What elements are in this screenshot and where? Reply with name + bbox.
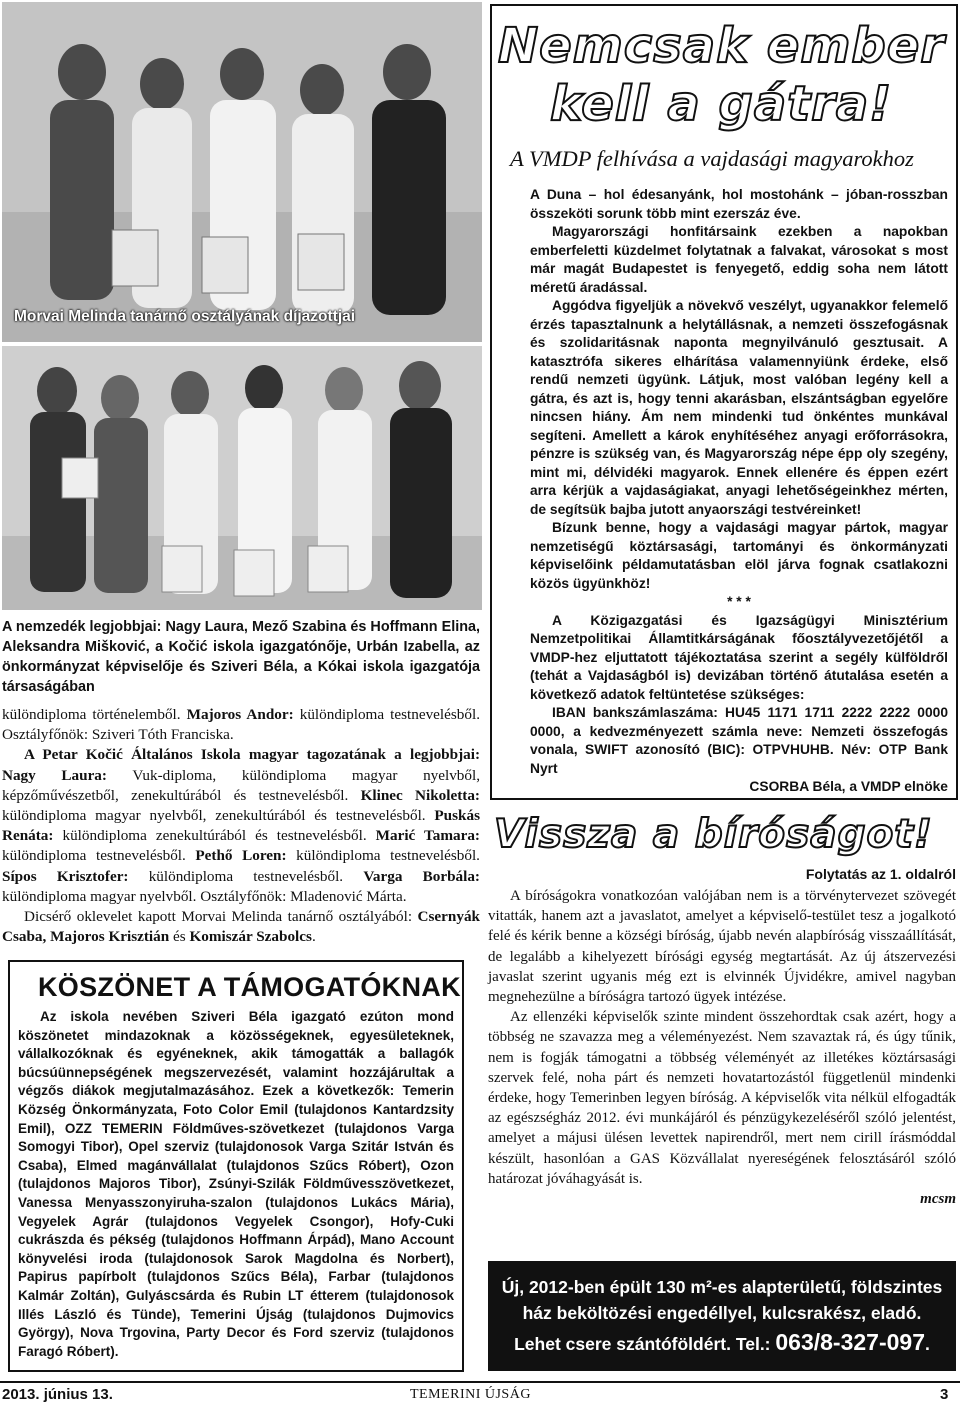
ad-line-1: Új, 2012-ben épült 130 m²-es alapterületű, földszintes [501, 1277, 943, 1297]
vmdp-body [530, 186, 948, 797]
photo-class-awardees [2, 2, 482, 342]
text-span: különdiploma testnevelésből. [2, 847, 196, 865]
photo-bottom-caption: A nemzedék legjobbjai: Nagy Laura, Mező Szabina és Hoffmann Elina, Aleksandra Mišković, a Kočić iskola igazgatónője, Urbán Izabella, az önkormányzat képviselője és Sziveri Béla, a Kókai iskola igazgatója társaságában [2, 619, 480, 695]
text-span: különdiploma magyar nyelvből. Osztályfőnök: Mladenović Márta. [2, 887, 407, 905]
court-p2: Az ellenzéki képviselők szinte mindent összehordtak csak azért, hogy a többség ne szavazza meg a véleményezést. Nem szavaztak rá, és úgy tűnik, nem is fogják támogatni a többség véleményét az illetékes köztársasági szervek felé, noha párt és nemzeti hovatartozástól függetlenül mindenki érdeke, hogy Temerinben legyen bíróság. A képviselők vita nélkül elfogadták az egészségház 2012. évi munkájáról és pénzügykezeléséről szóló jelentést, amelyet a májusi ülésen levettek napirendről, mert nem cirill írásmóddal készült, hasonlóan a GAS Közvállalat nyereségének felosztásáról szóló határozat jóváhagyását is. [488, 1009, 956, 1187]
vmdp-subtitle: A VMDP felhívása a vajdasági magyarokhoz [510, 146, 914, 171]
name-span: Csernyák Csaba, Majoros Krisztián [2, 908, 480, 946]
photo-caption: Morvai Melinda tanárnő osztályának díjazottjai [14, 308, 356, 325]
thanks-box [8, 960, 464, 1372]
footer-rule [0, 1381, 960, 1383]
vmdp-p1: A Duna – hol édesanyánk, hol mostohánk – jóban-rosszban összeköti sorunk több mint ezerszáz éve. [530, 187, 948, 221]
ad-line-3 [488, 1329, 956, 1356]
vmdp-headline-line2: kell a gátra! [550, 76, 893, 132]
ad-text: Lehet csere szántóföldért. Tel.: [514, 1334, 776, 1354]
text-span: különdiploma zenekultúrából és testnevelésből. [53, 827, 376, 845]
footer-page-number: 3 [940, 1386, 949, 1403]
name-span: Varga Borbála: [363, 867, 480, 885]
vmdp-stars: * * * [727, 594, 751, 609]
vmdp-box [490, 4, 958, 800]
name-span: Marić Tamara: [375, 827, 480, 845]
text-span: . [311, 928, 316, 946]
photo-graphic [2, 2, 482, 342]
court-p1: A bíróságokra vonatkozóan valójában nem is a törvénytervezet szövegét vitatták, hanem azt a javaslatot, amelyet a képviselő-testület tesz a jogalkotó felé és kérik benne a községi bíróság, újabb nevén alapbíróság visszaállítását, de legalább a kihelyezett bírósági egység megtartását. Az új átszervezési javaslat szerint ugyanis még ezt is elvinnék Újvidékre, amivel nagyban megnehezülne a bíróságra tartozó ügyek intézése. [488, 888, 956, 1006]
name-span: Nagy Laura: [2, 766, 107, 784]
vmdp-p2: Magyarországi honfitársaink ezekben a napokban emberfeletti küzdelmet folytatnak a falvakat, városokat s most már magát Budapestet is fenyegető, eddig soha nem látott méretű áradással. [530, 224, 948, 295]
name-span: Puskás Renáta: [2, 807, 480, 845]
footer-paper: TEMERINI ÚJSÁG [410, 1387, 531, 1402]
court-continued: Folytatás az 1. oldalról [805, 866, 956, 882]
lead-span: A Petar Kočić Általános Iskola magyar tagozatának a legjobbjai: [24, 746, 480, 764]
name-span: Pethő Loren: [195, 847, 287, 865]
court-headline: Vissza a bíróságot! [494, 812, 933, 857]
footer-date: 2013. június 13. [2, 1386, 113, 1403]
ad-text: . [925, 1334, 930, 1354]
awards-article [2, 705, 480, 947]
vmdp-p6: IBAN bankszámlaszáma: HU45 1171 1711 2222 2222 0000 0000, a kedvezményezett számla neve: Nemzeti összefogás vonala, SWIFT azonosító (BIC): OTPVHUHB. Név: OTP Bank Nyrt [530, 705, 948, 776]
awards-paragraph-3 [2, 907, 480, 947]
text-span: különdiploma történelemből. [2, 706, 187, 723]
text-span: különdiploma testnevelésből. [286, 847, 480, 865]
text-span: különdiploma testnevelésből. [128, 867, 364, 885]
thanks-text: Az iskola nevében Sziveri Béla igazgató ezúton mond köszönetet mindazoknak a közösségeknek, egyesületeknek, vállalkozóknak és egyéneknek, akik támogatták a ballagók búcsúünnepségének megszervezését, valamint hozzájárultak a végzős diákok megjutalmazásához. Ezek a következők: Temerin Község Önkormányzata, Foto Color Emil (tulajdonos Kantardzsity Emil), OZZ TEMERIN Földműves-szövetkezet (tulajdonos Varga Somogyi Tibor), Opel szerviz (tulajdonosok Varga Szitár István és Csaba), Elmed magánvállalat (tulajdonos Szűcs Róbert), Ozon (tulajdonos Majoros Tibor), Zsúnyi-Szilák Földművesszövetkezet, Vanessa Menyasszonyiruha-szalon (tulajdonos Lukács Mária), Vegyelek Agrár (tulajdonos Vegyelek Csongor), Hofy-Cuki cukrászda és pékség (tulajdonos Hoffmann Árpád), Mano Account könyvelési iroda (tulajdonosok Sarok Magdolna és Norbert), Papirus papírbolt (tulajdonos Szűcs Béla), Farbar (tulajdonos Kalmár Zoltán), Gulyáscsárda és Rubin LT étterem (tulajdonosok Illés László és Tünde), Temerini Újság (tulajdonos Dujmovics György), Nova Trgovina, Party Decor és Ford szerviz (tulajdonos Faragó Róbert). [18, 1009, 454, 1359]
text-span: különdiploma magyar nyelvből, zenekultúrából és testnevelésből. [2, 807, 435, 825]
vmdp-signature: CSORBA Béla, a VMDP elnöke [749, 779, 948, 794]
vmdp-p4: Bízunk benne, hogy a vajdasági magyar pártok, magyar nemzetiségű köztársasági, tartományi és önkormányzati képviselőink példamutatásban elöl járva fognak csatlakozni közös ügyünkhöz! [530, 520, 948, 591]
vmdp-p5: A Közigazgatási és Igazságügyi Minisztérium Nemzetpolitikai Államtitkárságának főosztályvezetőjétől a VMDP-hez eljuttatott tájékoztatása szerint a segély külföldről (tehát a Vajdaságból is) devizában történő átutalása esetén a következő adatok feltüntetése szükséges: [530, 612, 948, 702]
text-span: különdiploma testnevelésből. Osztályfőnök: Sziveri Tóth Franciska. [2, 706, 480, 744]
ad-phone: 063/8-327-097 [775, 1329, 925, 1355]
name-span: Majoros Andor: [186, 706, 294, 723]
text-span: Dicsérő oklevelet kapott Morvai Melinda tanárnő osztályából: [24, 908, 418, 926]
awards-paragraph-1 [2, 705, 480, 745]
vmdp-headline-line1: Nemcsak ember [498, 18, 945, 74]
thanks-title: KÖSZÖNET A TÁMOGATÓKNAK [38, 972, 461, 1002]
photo-graphic-2 [2, 346, 482, 610]
page-footer [0, 1381, 960, 1408]
text-span: Vuk-diploma, különdiploma magyar nyelvből, képzőművészetből, zenekultúrából és testnevelésből. [2, 766, 481, 804]
real-estate-ad [488, 1261, 956, 1371]
photo-school-leaders [2, 346, 482, 610]
name-span: Komiszár Szabolcs [189, 928, 312, 946]
vmdp-p3: Aggódva figyeljük a növekvő veszélyt, ugyanakkor felemelő érzés tapasztalnunk a helytállásnak, a nemzeti összefogásnak és szolidaritásnak naponta megnyilvánuló gesztusait. A katasztrófa sikeres elhárítása valamennyiünk érdeke, első rendű nemzeti ügyünk. Látjuk, most valóban legény kell a gátra, és azt is, hogy tenni akarásban, elszántságban egyelőre nincsen hiány. Ám nem mindenki tud önkéntes munkával segíteni. Amellett a károk enyhítéséhez anyagi erőforrásokra, pénzre is szükség van, és Magyarország népe épp oly szegény, mint mi, délvidéki magyarok. Ennek ellenére és éppen ezért arra kérjük a vajdaságiakat, anyagi lehetőségeinkhez mérten, de segítsük bajba jutott anyaországi testvéreinket! [530, 298, 948, 517]
ad-line-2: ház beköltözési engedéllyel, kulcsrakész, eladó. [522, 1303, 922, 1323]
awards-paragraph-2 [2, 745, 480, 907]
name-span: Sípos Krisztofer: [2, 867, 129, 885]
court-author: mcsm [920, 1191, 956, 1208]
court-article [488, 886, 956, 1209]
text-span: és [169, 928, 190, 946]
name-span: Klinec Nikoletta: [360, 786, 480, 804]
